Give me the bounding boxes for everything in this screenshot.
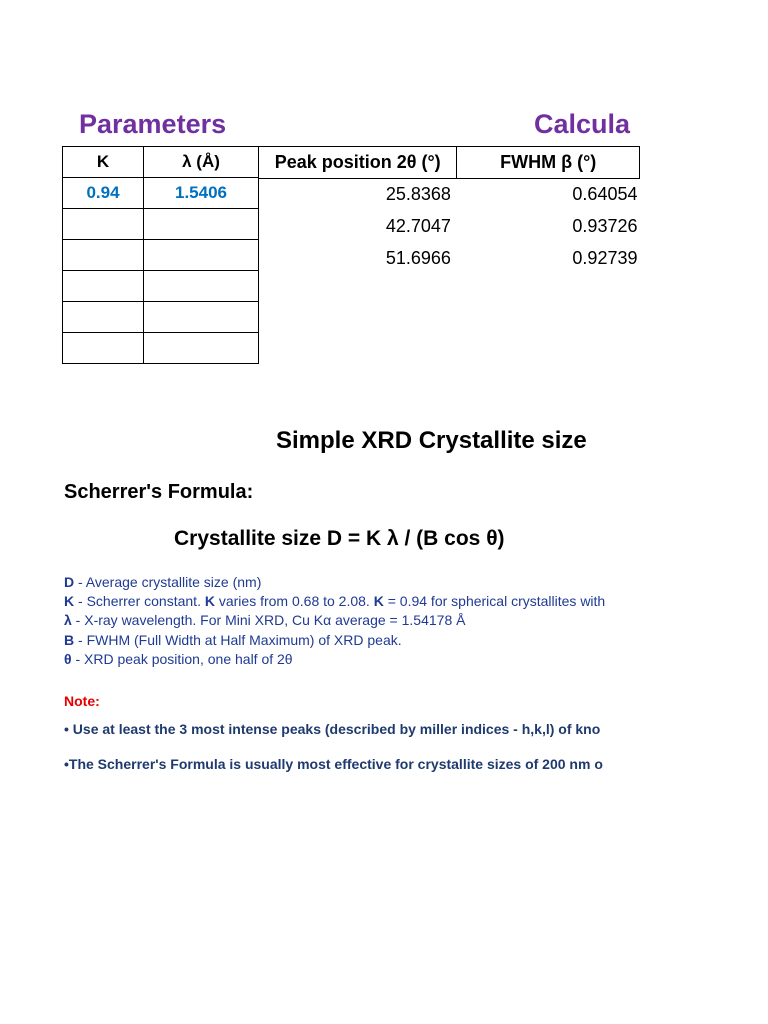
cell-fwhm[interactable]: 0.64054 xyxy=(572,184,638,205)
table-row xyxy=(259,243,640,275)
calculations-title: Calcula xyxy=(534,109,631,139)
symbol: λ xyxy=(64,612,72,628)
cell[interactable] xyxy=(63,240,144,271)
cell[interactable] xyxy=(63,209,144,240)
cell-peak-position[interactable]: 25.8368 xyxy=(385,184,451,205)
symbol: K xyxy=(64,593,75,609)
header-fwhm[interactable]: FWHM β (°) xyxy=(457,147,640,179)
definition-text: - X-ray wavelength. For Mini XRD, Cu Kα average = 1.54178 Å xyxy=(71,612,466,628)
definition-k xyxy=(64,593,605,609)
cell[interactable] xyxy=(144,209,259,240)
definition-text: = 0.94 for spherical crystallites with xyxy=(383,593,606,609)
parameters-table xyxy=(62,146,259,364)
cell[interactable] xyxy=(144,240,259,271)
table-row xyxy=(259,147,640,179)
symbol: D xyxy=(64,574,75,590)
cell[interactable] xyxy=(63,333,144,364)
header-k[interactable]: K xyxy=(63,147,144,178)
cell-peak-position[interactable]: 51.6966 xyxy=(385,248,451,268)
definition-d xyxy=(64,574,261,590)
cell-fwhm[interactable]: 0.92739 xyxy=(572,248,638,268)
symbol: K xyxy=(373,593,384,609)
table-row xyxy=(63,178,259,209)
cell-k-value[interactable]: 0.94 xyxy=(63,178,144,209)
table-row xyxy=(259,179,640,211)
cell-lambda-value[interactable]: 1.5406 xyxy=(144,178,259,209)
table-row xyxy=(63,302,259,333)
definition-text: - Scherrer constant. xyxy=(74,593,205,609)
table-row xyxy=(63,333,259,364)
definition-text: varies from 0.68 to 2.08. xyxy=(214,593,374,609)
symbol: B xyxy=(64,632,75,648)
symbol: θ xyxy=(64,651,72,667)
table-row xyxy=(63,147,259,178)
calculations-table xyxy=(258,146,640,275)
definition-b xyxy=(64,632,402,648)
definition-lambda xyxy=(64,612,465,628)
symbol: K xyxy=(204,593,215,609)
table-row xyxy=(259,211,640,243)
definition-theta xyxy=(64,651,293,667)
parameters-title: Parameters xyxy=(79,109,227,139)
header-lambda[interactable]: λ (Å) xyxy=(144,147,259,178)
cell-peak-position[interactable]: 42.7047 xyxy=(385,216,451,236)
main-heading: Simple XRD Crystallite size xyxy=(276,427,587,454)
note-bullet: • Use at least the 3 most intense peaks (described by miller indices - h,k,l) of kno xyxy=(64,721,601,737)
cell-fwhm[interactable]: 0.93726 xyxy=(572,216,638,236)
scherrer-formula: Crystallite size D = K λ / (B cos θ) xyxy=(174,527,505,550)
header-peak-position[interactable]: Peak position 2θ (°) xyxy=(259,147,457,179)
cell[interactable] xyxy=(144,333,259,364)
cell[interactable] xyxy=(63,302,144,333)
cell[interactable] xyxy=(144,271,259,302)
note-bullet: •The Scherrer's Formula is usually most effective for crystallite sizes of 200 nm o xyxy=(64,756,603,772)
table-row xyxy=(63,209,259,240)
table-row xyxy=(63,240,259,271)
cell[interactable] xyxy=(63,271,144,302)
note-label: Note: xyxy=(64,693,100,709)
definition-text: - FWHM (Full Width at Half Maximum) of XRD peak. xyxy=(74,632,402,648)
definition-text: - Average crystallite size (nm) xyxy=(74,574,262,590)
definition-text: - XRD peak position, one half of 2θ xyxy=(71,651,293,667)
cell[interactable] xyxy=(144,302,259,333)
table-row xyxy=(63,271,259,302)
formula-subheading: Scherrer's Formula: xyxy=(64,481,254,503)
